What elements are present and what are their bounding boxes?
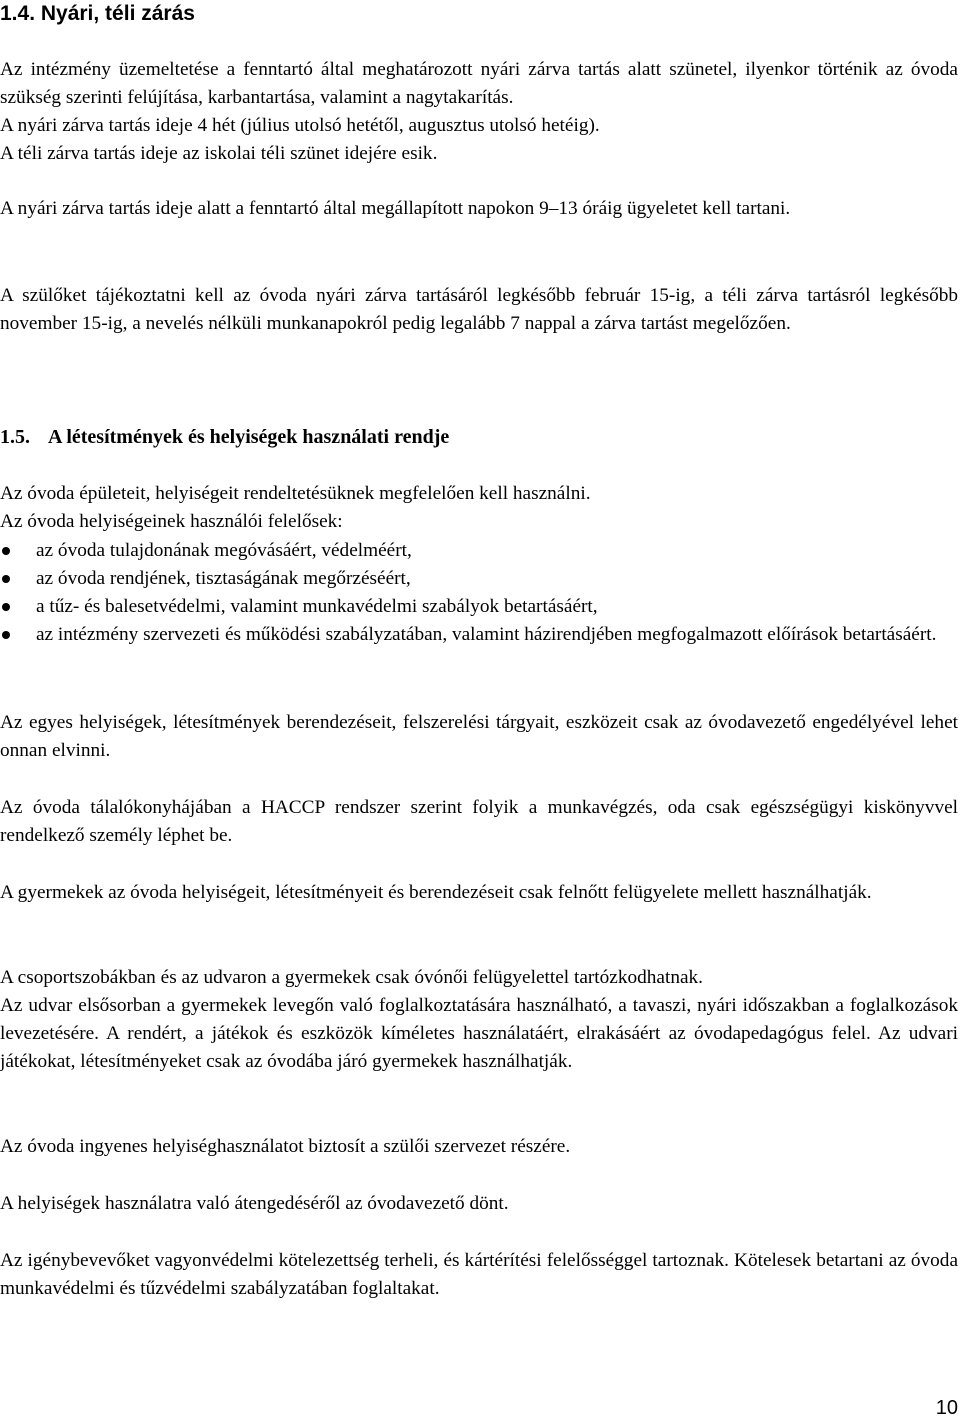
usage-paragraph	[0, 480, 958, 536]
supervision-paragraph: A gyermekek az óvoda helyiségeit, létesítményeit és berendezéseit csak felnőtt felügyelete mellett használhatják.	[0, 882, 872, 903]
summer-closure-text: A nyári zárva tartás ideje 4 hét (július utolsó hetétől, augusztus utolsó hetéig).	[0, 115, 600, 136]
bullet-icon	[2, 547, 10, 555]
room-use-paragraph: Az óvoda ingyenes helyiséghasználatot biztosít a szülői szervezet részére.	[0, 1136, 571, 1157]
yard-paragraph	[0, 964, 958, 1076]
section-heading-1-4: 1.4. Nyári, téli zárás	[0, 2, 195, 25]
list-item: az óvoda tulajdonának megóvásáért, védelméért,	[0, 537, 958, 565]
closure-text: Az intézmény üzemeltetése a fenntartó által meghatározott nyári zárva tartás alatt szünetel, ilyenkor történik az óvoda szükség szerinti felújítása, karbantartása, valamint a nagytakarítás.	[0, 59, 958, 108]
section-number: 1.5.	[0, 426, 30, 448]
room-transfer-paragraph: A helyiségek használatra való átengedéséről az óvodavezető dönt.	[0, 1193, 509, 1214]
list-item: az óvoda rendjének, tisztaságának megőrzéséért,	[0, 565, 958, 593]
usage-text: Az óvoda épületeit, helyiségeit rendeltetésüknek megfelelően kell használni.	[0, 483, 591, 504]
group-room-text: A csoportszobákban és az udvaron a gyermekek csak óvónői felügyelettel tartózkodhatnak.	[0, 967, 703, 988]
responsibility-intro: Az óvoda helyiségeinek használói felelősek:	[0, 511, 343, 532]
list-item: az intézmény szervezeti és működési szabályzatában, valamint házirendjében megfogalmazott előírások betartásáért.	[0, 621, 958, 649]
bullet-icon	[2, 603, 10, 611]
bullet-icon	[2, 575, 10, 583]
section-title: A létesítmények és helyiségek használati rendje	[48, 426, 450, 448]
winter-closure-text: A téli zárva tartás ideje az iskolai téli szünet idejére esik.	[0, 143, 438, 164]
kitchen-paragraph: Az óvoda tálalókonyhájában a HACCP rendszer szerint folyik a munkavégzés, oda csak egészségügyi kiskönyvvel rendelkező személy léphet be.	[0, 797, 958, 846]
bullet-icon	[2, 631, 10, 639]
duty-paragraph: A nyári zárva tartás ideje alatt a fenntartó által megállapított napokon 9–13 óráig ügyeletet kell tartani.	[0, 198, 791, 219]
closure-paragraph	[0, 56, 958, 168]
page-number: 10	[935, 1397, 958, 1419]
list-item: a tűz- és balesetvédelmi, valamint munkavédelmi szabályok betartásáért,	[0, 593, 958, 621]
parent-notice-paragraph: A szülőket tájékoztatni kell az óvoda nyári zárva tartásáról legkésőbb február 15-ig, a téli zárva tartásról legkésőbb november 15-ig, a nevelés nélküli munkanapokról pedig legalább 7 nappal a zárva tartást megelőzően.	[0, 285, 958, 334]
responsibility-list	[0, 537, 958, 649]
liability-paragraph: Az igénybevevőket vagyonvédelmi kötelezettség terheli, és kártérítési felelősséggel tartoznak. Kötelesek betartani az óvoda munkavédelmi és tűzvédelmi szabályzatában foglaltakat.	[0, 1250, 958, 1299]
section-heading-1-5	[0, 423, 449, 451]
yard-text: Az udvar elsősorban a gyermekek levegőn való foglalkoztatására használható, a tavaszi, nyári időszakban a foglalkozások levezetésére. A rendért, a játékok és eszközök kíméletes használatáért, elrakásáért az óvodapedagógus felel. Az udvari játékokat, létesítményeket csak az óvodába járó gyermekek használhatják.	[0, 995, 958, 1072]
equipment-paragraph: Az egyes helyiségek, létesítmények berendezéseit, felszerelési tárgyait, eszközeit csak az óvodavezető engedélyével lehet onnan elvinni.	[0, 712, 958, 761]
